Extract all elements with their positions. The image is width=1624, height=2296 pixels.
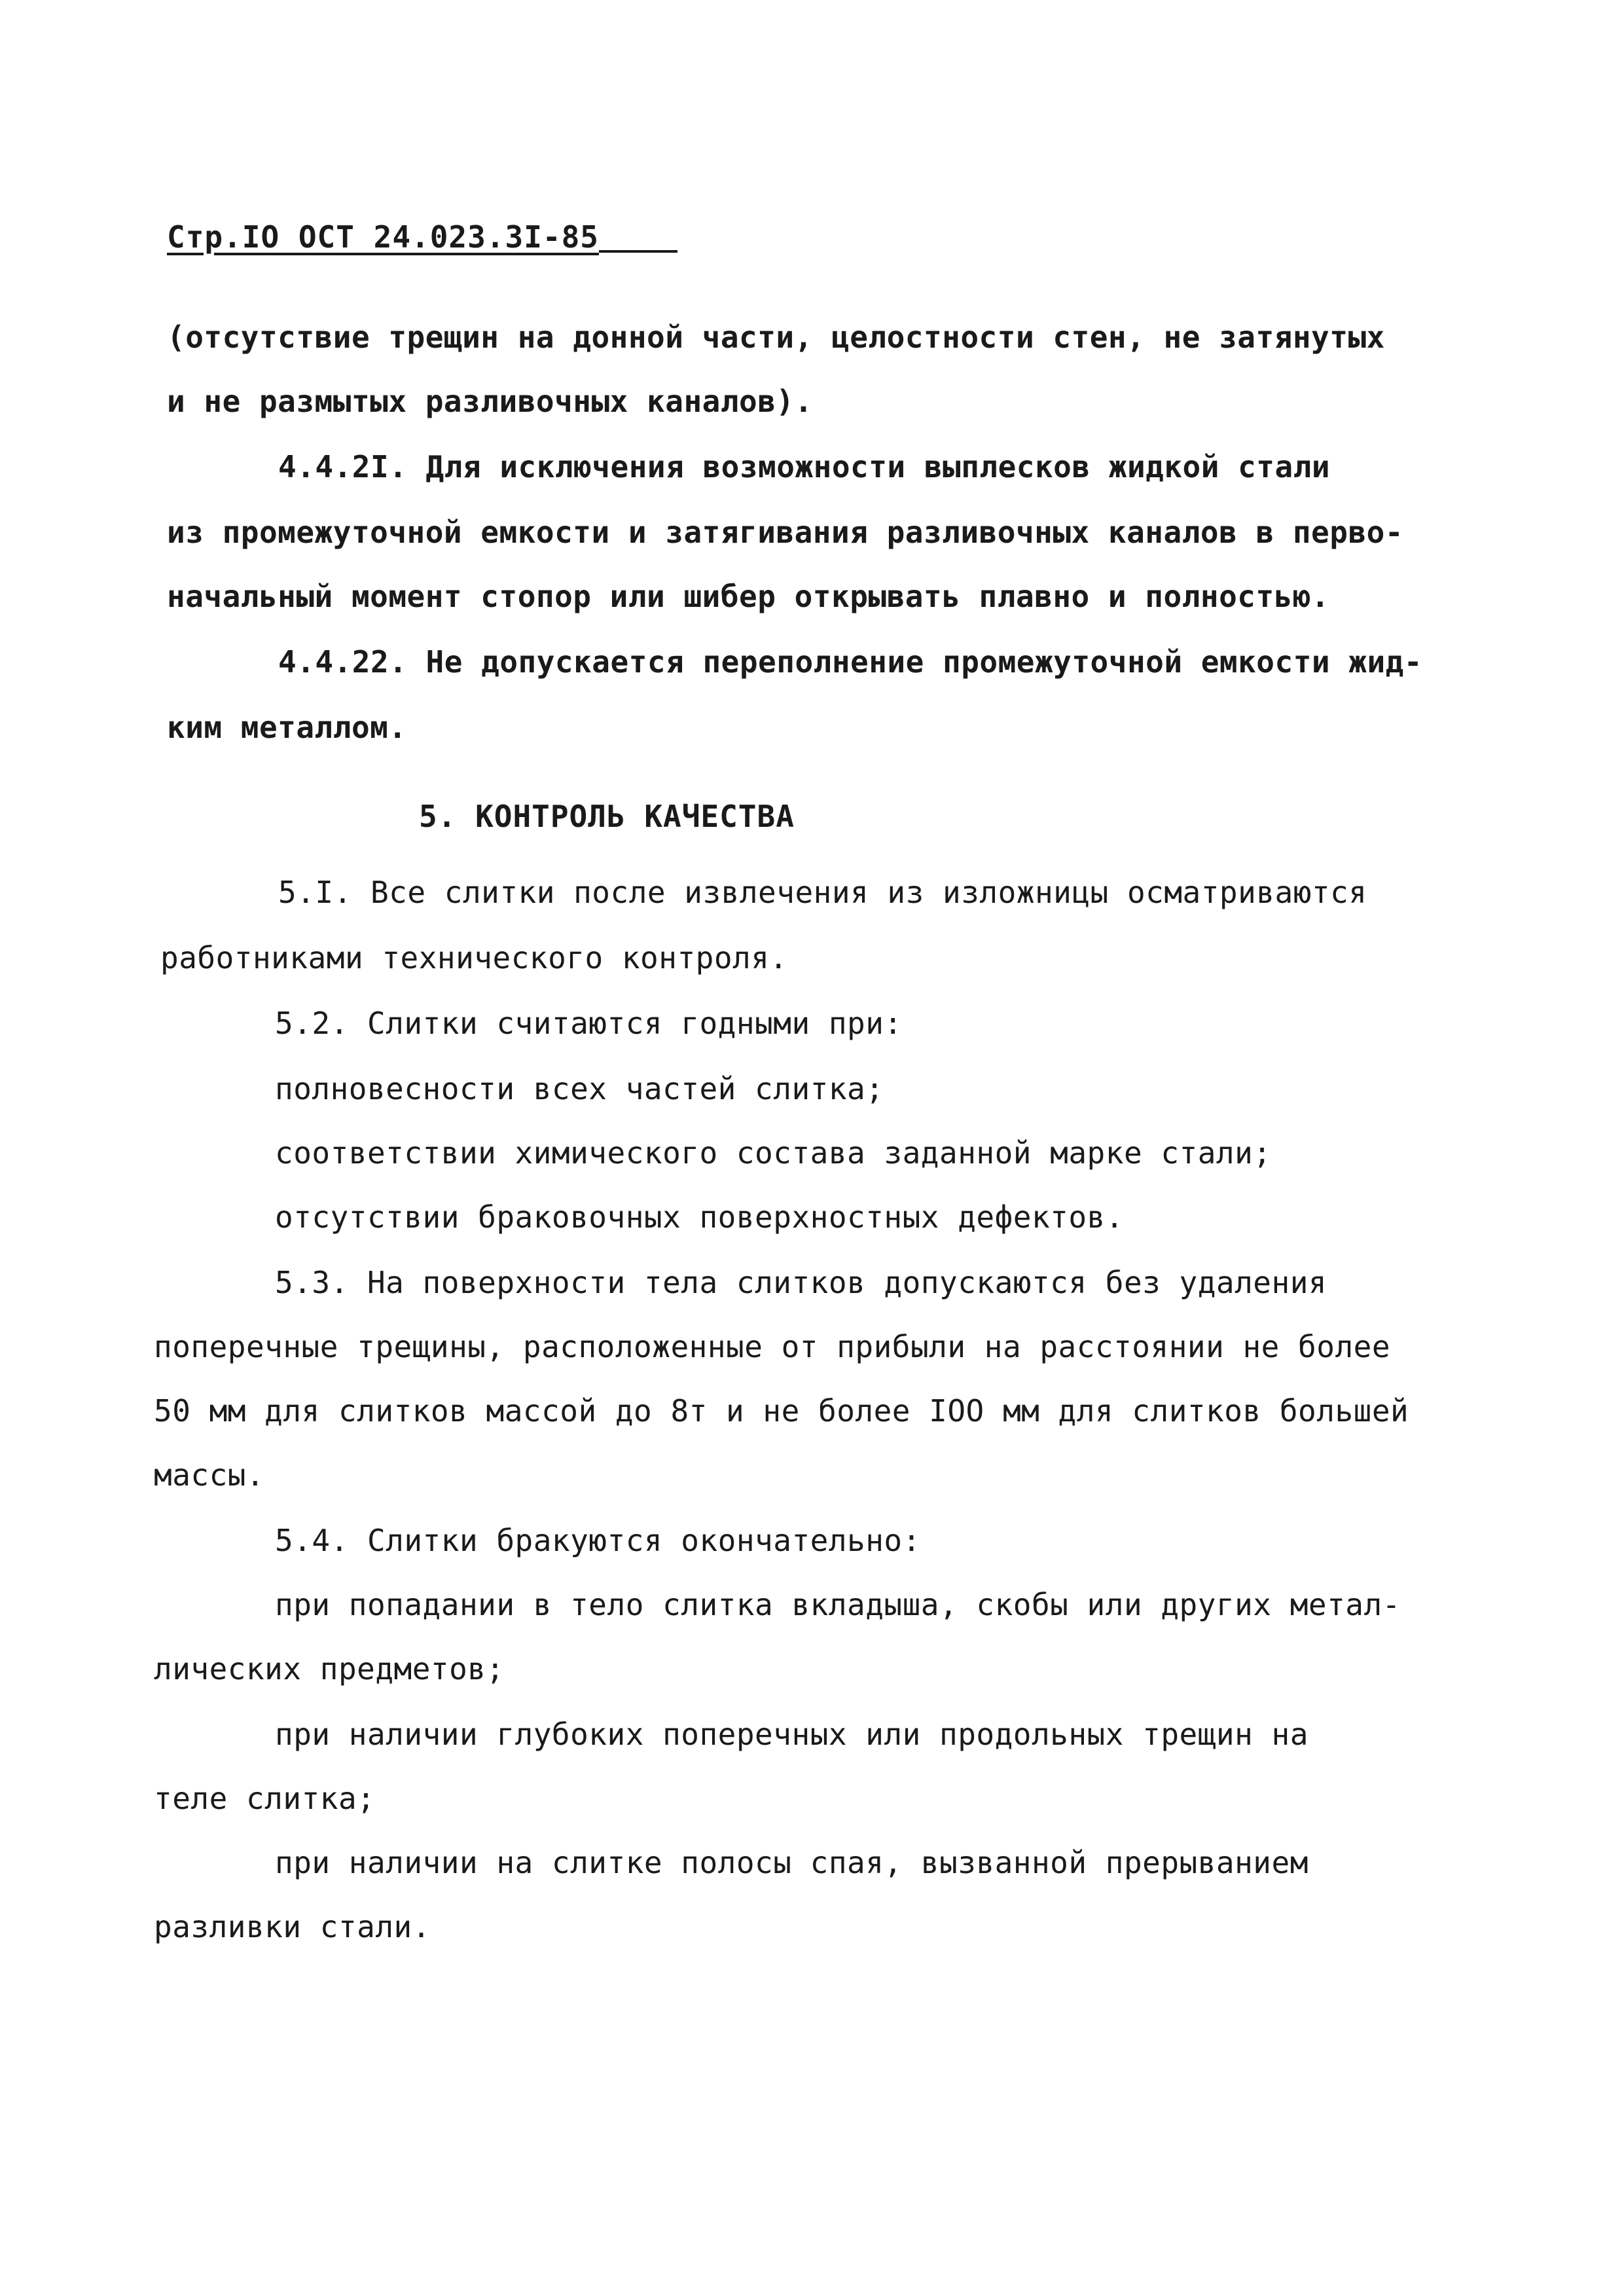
paragraph-4-4-22: 4.4.22. Не допускается переполнение промежуточной емкости жид-: [278, 644, 1423, 680]
paragraph-5-4: 5.4. Слитки бракуются окончательно:: [275, 1523, 921, 1558]
paragraph-4-4-21: 4.4.2I. Для исключения возможности выплесков жидкой стали: [278, 449, 1331, 484]
paragraph-5-2: 5.2. Слитки считаются годными при:: [275, 1006, 903, 1041]
list-item: при наличии глубоких поперечных или продольных трещин на: [275, 1717, 1308, 1752]
text-line: из промежуточной емкости и затягивания разливочных каналов в перво-: [167, 515, 1404, 550]
text-line: 50 мм для слитков массой до 8т и не более IOO мм для слитков большей: [154, 1393, 1409, 1429]
paragraph-5-3: 5.3. На поверхности тела слитков допускаются без удаления: [275, 1265, 1327, 1300]
list-item: соответствии химического состава заданной марке стали;: [275, 1135, 1272, 1171]
text-line: массы.: [154, 1457, 265, 1493]
list-item: полновесности всех частей слитка;: [275, 1071, 884, 1106]
list-item: отсутствии браковочных поверхностных дефектов.: [275, 1199, 1124, 1235]
text-line: и не размытых разливочных каналов).: [167, 384, 813, 419]
page-header: [167, 219, 677, 255]
header-underline: [599, 250, 677, 253]
text-line: разливки стали.: [154, 1909, 431, 1944]
section-title: 5. КОНТРОЛЬ КАЧЕСТВА: [419, 799, 795, 834]
text-line: теле слитка;: [154, 1781, 376, 1816]
text-line: ким металлом.: [167, 710, 407, 745]
text-line: (отсутствие трещин на донной части, целостности стен, не затянутых: [167, 319, 1385, 355]
text-line: лических предметов;: [154, 1651, 505, 1686]
text-line: начальный момент стопор или шибер открывать плавно и полностью.: [167, 579, 1330, 614]
list-item: при попадании в тело слитка вкладыша, скобы или других метал-: [275, 1587, 1401, 1622]
page-reference: Стр.IO ОСТ 24.023.3I-85: [167, 219, 599, 255]
text-line: поперечные трещины, расположенные от прибыли на расстоянии не более: [154, 1329, 1391, 1364]
list-item: при наличии на слитке полосы спая, вызванной прерыванием: [275, 1845, 1308, 1880]
text-line: работниками технического контроля.: [160, 940, 788, 975]
paragraph-5-1: 5.I. Все слитки после извлечения из изложницы осматриваются: [278, 875, 1367, 910]
